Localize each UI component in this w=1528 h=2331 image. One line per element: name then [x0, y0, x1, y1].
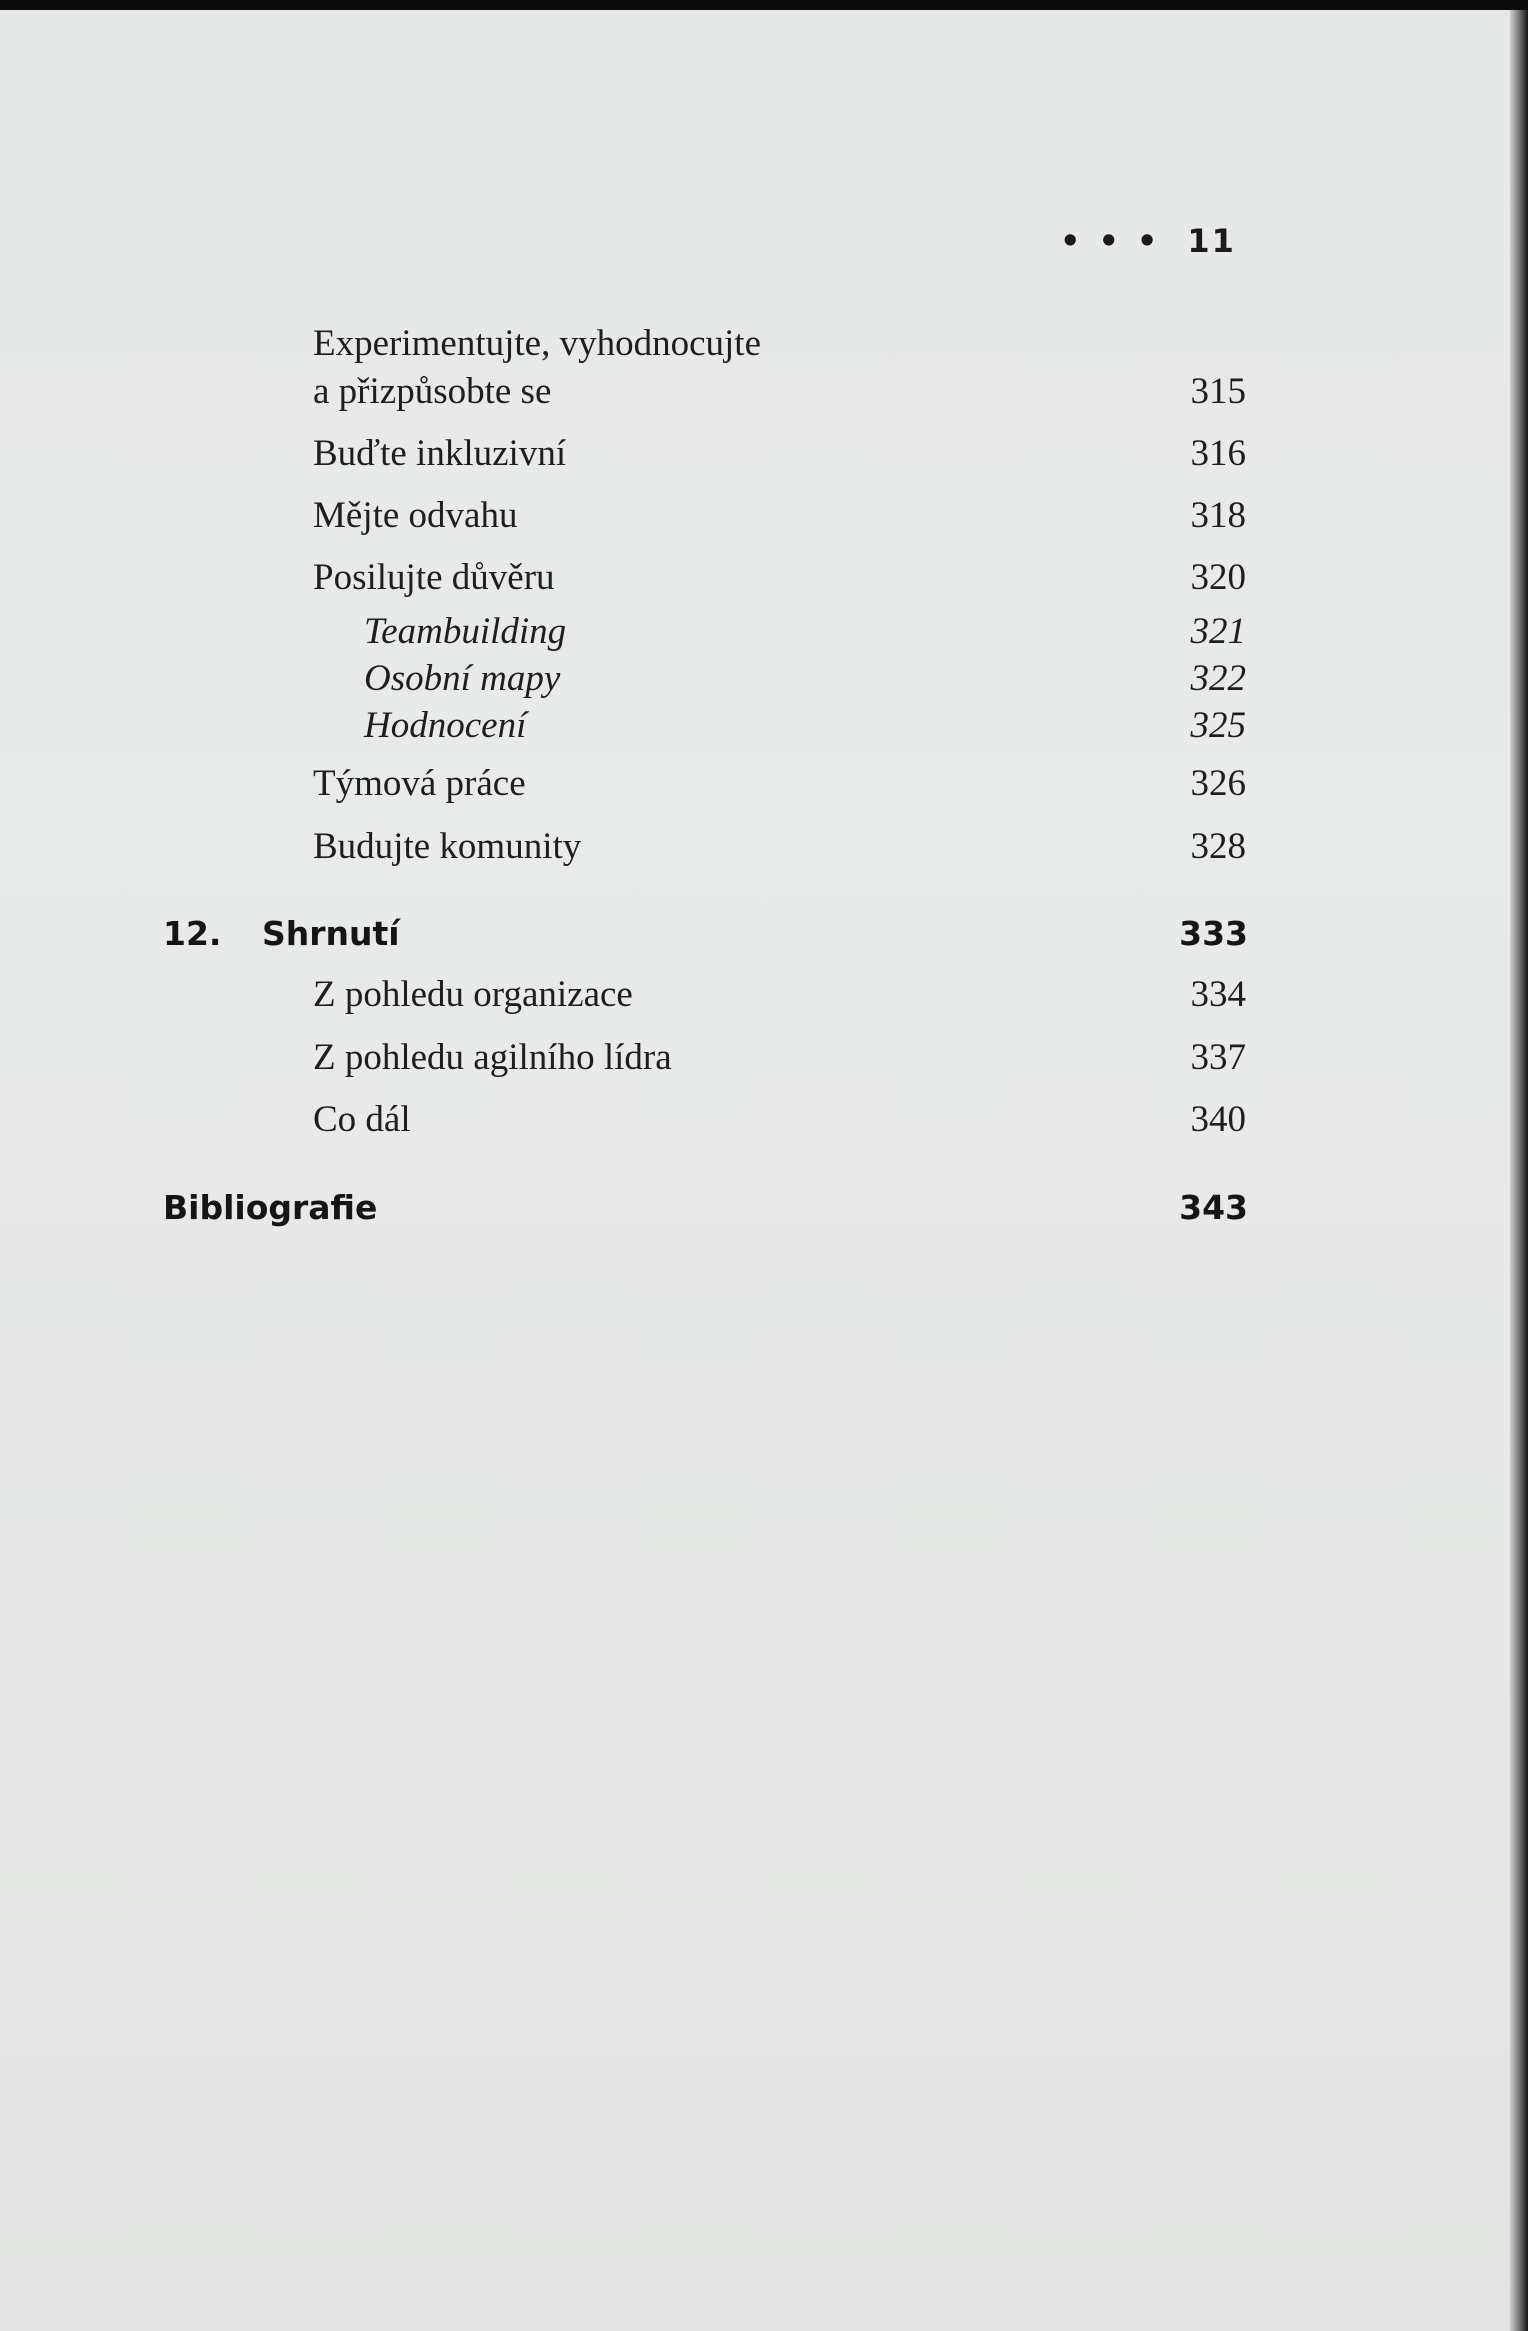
chapter-number: 12. — [163, 914, 222, 953]
toc-entry-title: Co dál — [313, 1099, 411, 1140]
toc-subentry-page: 322 — [1190, 658, 1246, 699]
bibliography-title: Bibliografie — [163, 1188, 378, 1227]
page-header — [1060, 222, 1236, 260]
toc-entry-page: 320 — [1190, 557, 1246, 598]
chapter-page: 333 — [1179, 914, 1248, 953]
header-page-number: 11 — [1187, 222, 1236, 260]
toc-entry-title: Mějte odvahu — [313, 495, 518, 536]
toc-entry-page: 340 — [1190, 1099, 1246, 1140]
toc-subentry-page: 321 — [1190, 611, 1246, 652]
toc-entry-page: 334 — [1190, 974, 1246, 1015]
toc-entry-page: 316 — [1190, 433, 1246, 474]
toc-entry-page: 318 — [1190, 495, 1246, 536]
toc-subentry-page: 325 — [1190, 705, 1246, 746]
toc-entry-title: Týmová práce — [313, 763, 526, 804]
toc-entry-title-line1: Experimentujte, vyhodnocujte — [313, 323, 761, 364]
header-dots: ••• — [1060, 222, 1176, 260]
chapter-title: Shrnutí — [262, 914, 400, 953]
toc-entry-page: 328 — [1190, 826, 1246, 867]
toc-subentry-title: Teambuilding — [364, 611, 567, 652]
bibliography-page: 343 — [1179, 1188, 1248, 1227]
toc-entry-title: Budujte komunity — [313, 826, 582, 867]
toc-entry-page: 337 — [1190, 1037, 1246, 1078]
book-page — [0, 10, 1510, 2331]
toc-entry-title: Posilujte důvěru — [313, 557, 555, 598]
toc-entry-title-line2: a přizpůsobte se — [313, 371, 552, 412]
toc-entry-title: Z pohledu organizace — [313, 974, 633, 1015]
toc-entry-page: 326 — [1190, 763, 1246, 804]
toc-subentry-title: Hodnocení — [364, 705, 527, 746]
toc-entry-title: Z pohledu agilního lídra — [313, 1037, 672, 1078]
toc-entry-title: Buďte inkluzivní — [313, 433, 567, 474]
toc-entry-page: 315 — [1190, 371, 1246, 412]
toc-subentry-title: Osobní mapy — [364, 658, 561, 699]
page-edge-shadow — [1510, 10, 1528, 2331]
